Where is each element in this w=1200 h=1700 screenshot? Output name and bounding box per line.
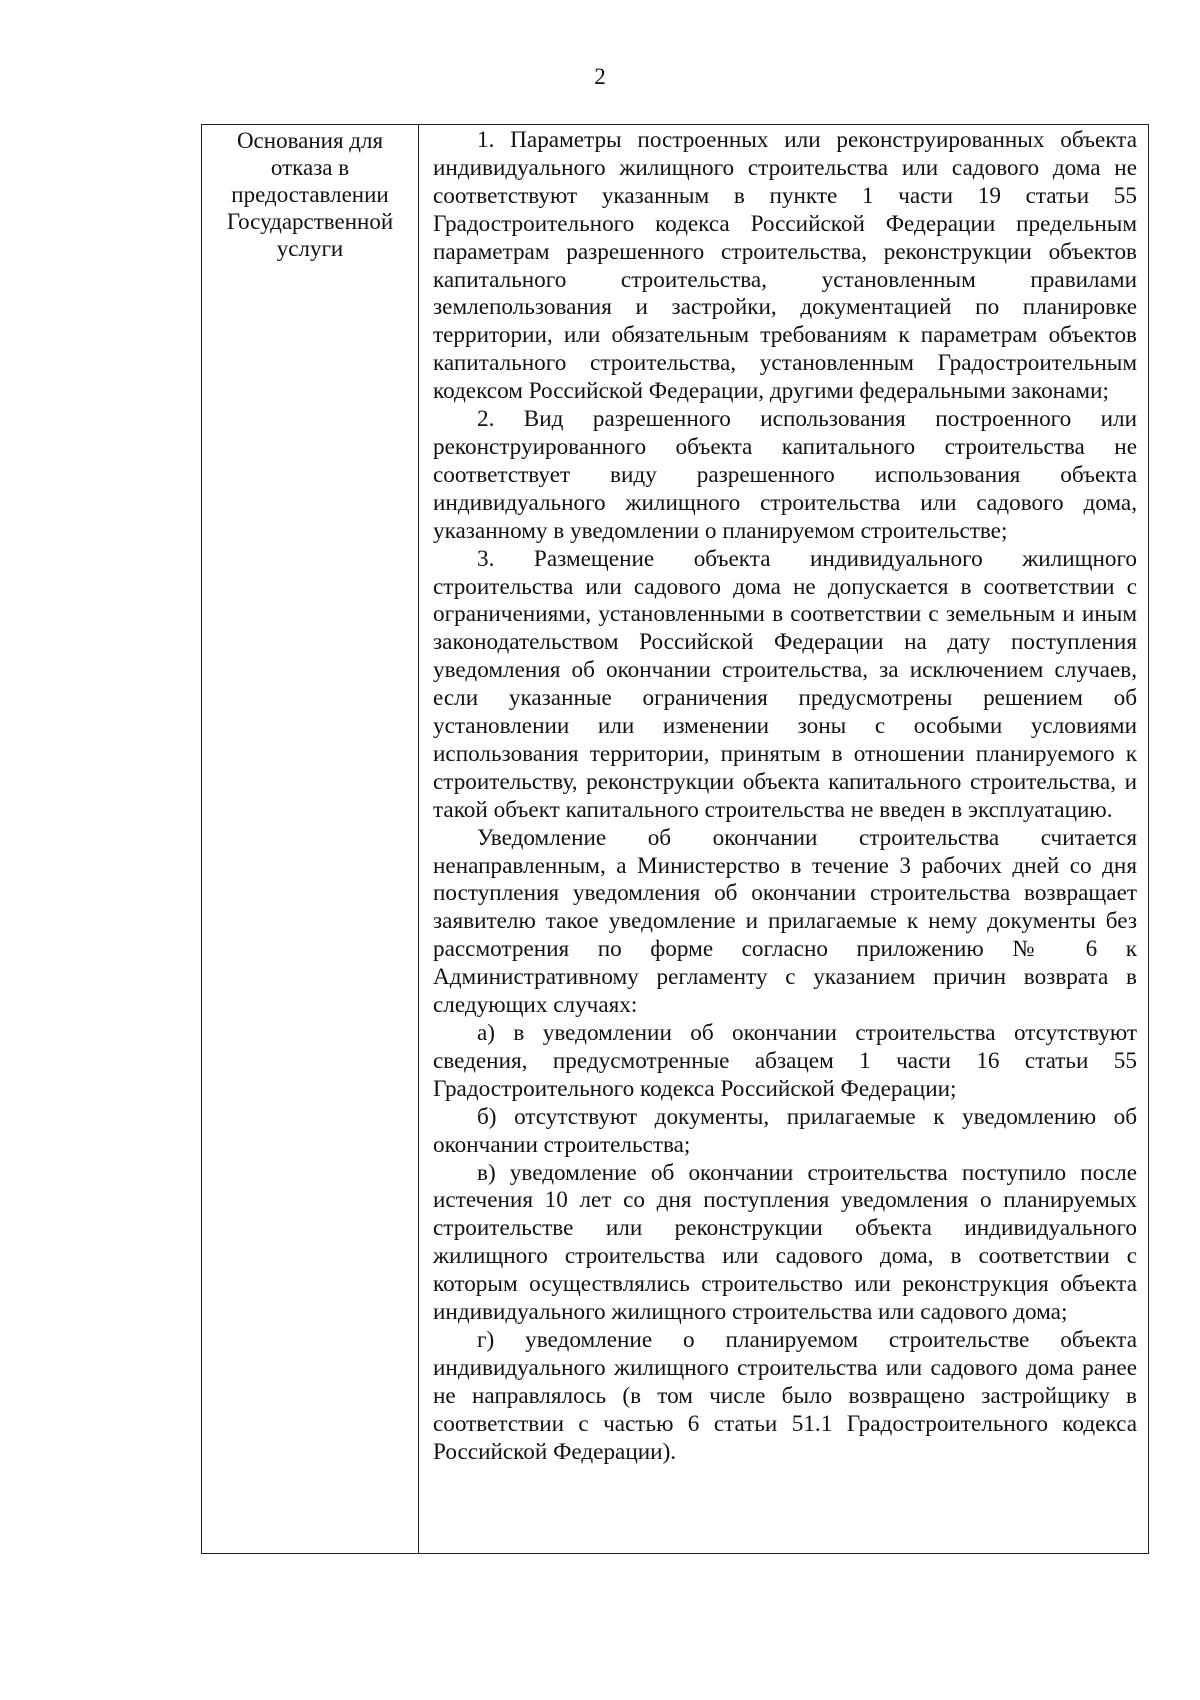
paragraph-item-1: 1. Параметры построенных или реконструированных объекта индивидуального жилищного строительства или садового дома не соответствуют указанным в пункте 1 части 19 статьи 55 Градостроительного кодекса Российской Федерации предельным параметрам разрешенного строительства, реконструкции объектов капитального строительства, установленным правилами землепользования и застройки, документацией по планировке территории, или обязательным требованиям к параметрам объектов капитального строительства, установленным Градостроительным кодексом Российской Федерации, другими федеральными законами;: [433, 127, 1137, 405]
page-number: 2: [594, 64, 606, 89]
table-row-header-cell: [210, 127, 410, 262]
paragraph-item-3: 3. Размещение объекта индивидуального жилищного строительства или садового дома не допускается в соответствии с ограничениями, установленными в соответствии с земельным и иным законодательством Российской Федерации на дату поступления уведомления об окончании строительства, за исключением случаев, если указанные ограничения предусмотрены решением об установлении или изменении зоны с особыми условиями использования территории, принятым в отношении планируемого к строительству, реконструкции объекта капитального строительства, и такой объект капитального строительства не введен в эксплуатацию.: [433, 545, 1137, 823]
paragraph-case-v: в) уведомление об окончании строительства поступило после истечения 10 лет со дня поступления уведомления о планируемых строительстве или реконструкции объекта индивидуального жилищного строительства или садового дома, в соответствии с которым осуществлялись строительство или реконструкция объекта индивидуального жилищного строительства или садового дома;: [433, 1159, 1137, 1326]
header-line: предоставлении: [231, 182, 389, 207]
paragraph-item-2: 2. Вид разрешенного использования построенного или реконструированного объекта капитального строительства не соответствует виду разрешенного использования объекта индивидуального жилищного строительства или садового дома, указанному в уведомлении о планируемом строительстве;: [433, 406, 1137, 544]
table-content-cell: [433, 127, 1137, 1467]
paragraph-return-notice: Уведомление об окончании строительства считается ненаправленным, а Министерство в течение 3 рабочих дней со дня поступления уведомления об окончании строительства возвращает заявителю такое уведомление и прилагаемые к нему документы без рассмотрения по форме согласно приложению № 6 к Административному регламенту с указанием причин возврата в следующих случаях:: [433, 824, 1137, 1019]
paragraph-case-a: а) в уведомлении об окончании строительства отсутствуют сведения, предусмотренные абзацем 1 части 16 статьи 55 Градостроительного кодекса Российской Федерации;: [433, 1020, 1137, 1102]
column-divider: [418, 125, 419, 1553]
paragraph-case-g: г) уведомление о планируемом строительстве объекта индивидуального жилищного строительства или садового дома ранее не направлялось (в том числе было возвращено застройщику в соответствии с частью 6 статьи 51.1 Градостроительного кодекса Российской Федерации).: [433, 1326, 1137, 1465]
header-line: услуги: [276, 236, 344, 261]
paragraph-case-b: б) отсутствуют документы, прилагаемые к уведомлению об окончании строительства;: [433, 1103, 1137, 1158]
header-line: Государственной: [226, 209, 394, 234]
header-line: отказа в: [270, 155, 350, 180]
header-line: Основания для: [236, 128, 384, 153]
document-table: [201, 124, 1149, 1554]
